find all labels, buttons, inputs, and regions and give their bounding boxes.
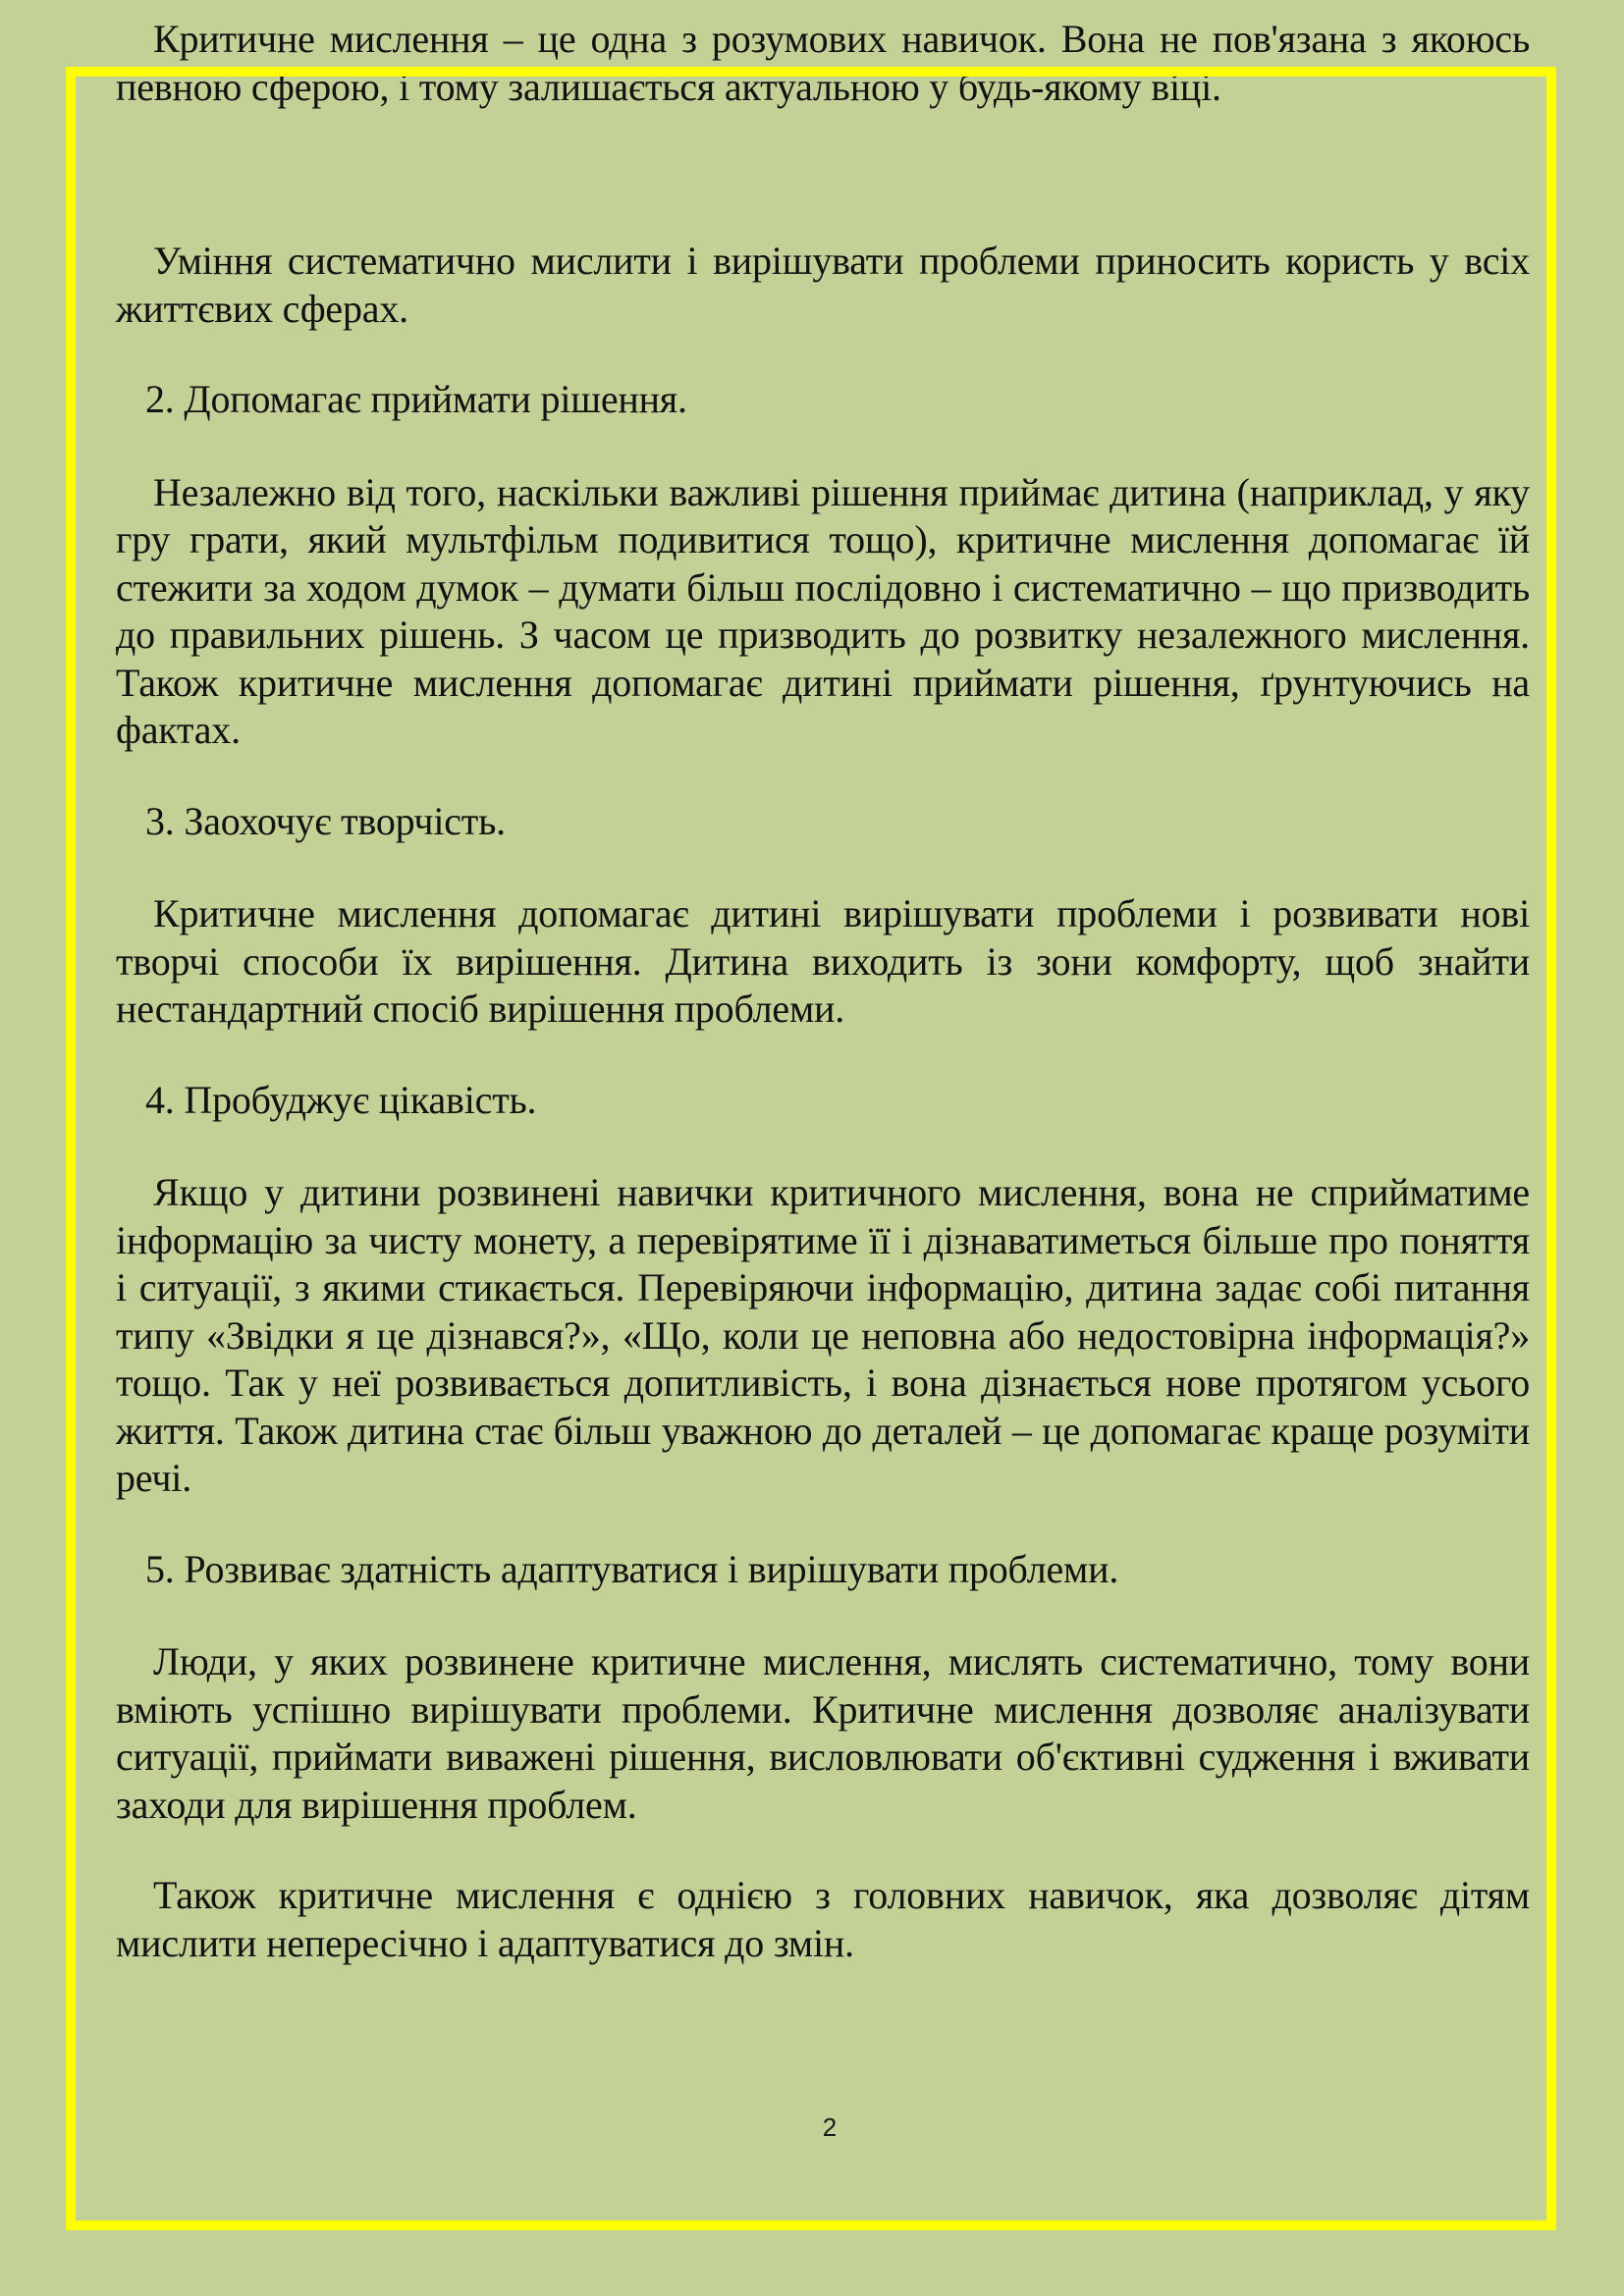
benefit-3-heading: 3. Заохочує творчість. <box>145 798 506 843</box>
opening-paragraph: Критичне мислення – це одна з розумових навичок. Вона не пов'язана з якоюсь певною сферою, і тому залишається актуальною у будь-якому віці. <box>116 17 1530 109</box>
benefit-4-heading: 4. Пробуджує цікавість. <box>145 1077 537 1122</box>
spacer <box>116 755 1530 798</box>
spacer <box>116 1124 1530 1169</box>
benefit-5-body: Люди, у яких розвинене критичне мислення, мислять систематично, тому вони вміють успішно вирішувати проблеми. Критичне мислення дозволяє аналізувати ситуації, приймати виважені рішення, висловлювати об'єктивні судження і вживати заходи для вирішення проблем. <box>116 1639 1530 1827</box>
spacer <box>116 1829 1530 1872</box>
benefit-5-heading: 5. Розвиває здатність адаптуватися і вирішувати проблеми. <box>145 1546 1119 1591</box>
closing-body: Також критичне мислення є однією з головних навичок, яка дозволяє дітям мислити непересічно і адаптуватися до змін. <box>116 1873 1530 1965</box>
document-body <box>116 238 1530 1967</box>
spacer <box>116 1034 1530 1077</box>
benefit-4-body: Якщо у дитини розвинені навички критичного мислення, вона не сприйматиме інформацію за чисту монету, а перевірятиме її і дізнаватиметься більше про поняття і ситуації, з якими стикається. Перевіряючи інформацію, дитина задає собі питання типу «Звідки я це дізнався?», «Що, коли це неповна або недостовірна інформація?» тощо. Так у неї розвивається допитливість, і вона дізнається нове протягом усього життя. Також дитина стає більш уважною до деталей – це допомагає краще розуміти речі. <box>116 1170 1530 1500</box>
page-number <box>0 2112 1624 2143</box>
benefit-2-body: Незалежно від того, наскільки важливі рішення приймає дитина (наприклад, у яку гру грати, який мультфільм подивитися тощо), критичне мислення допомагає їй стежити за ходом думок – думати більш послідовно і систематично – що призводить до правильних рішень. З часом це призводить до розвитку незалежного мислення. Також критичне мислення допомагає дитині приймати рішення, ґрунтуючись на фактах. <box>116 469 1530 752</box>
benefit-2-heading: 2. Допомагає приймати рішення. <box>145 377 687 421</box>
spacer <box>116 424 1530 469</box>
spacer <box>116 845 1530 890</box>
opening-paragraph-block <box>116 16 1530 111</box>
spacer <box>116 333 1530 376</box>
spacer <box>116 1503 1530 1546</box>
benefit-1-body: Уміння систематично мислити і вирішувати проблеми приносить користь у всіх життєвих сферах. <box>116 239 1530 331</box>
spacer <box>116 1593 1530 1638</box>
benefit-3-body: Критичне мислення допомагає дитині вирішувати проблеми і розвивати нові творчі способи їх вирішення. Дитина виходить із зони комфорту, щоб знайти нестандартний спосіб вирішення проблеми. <box>116 891 1530 1031</box>
page-number-value: 2 <box>822 2112 838 2142</box>
